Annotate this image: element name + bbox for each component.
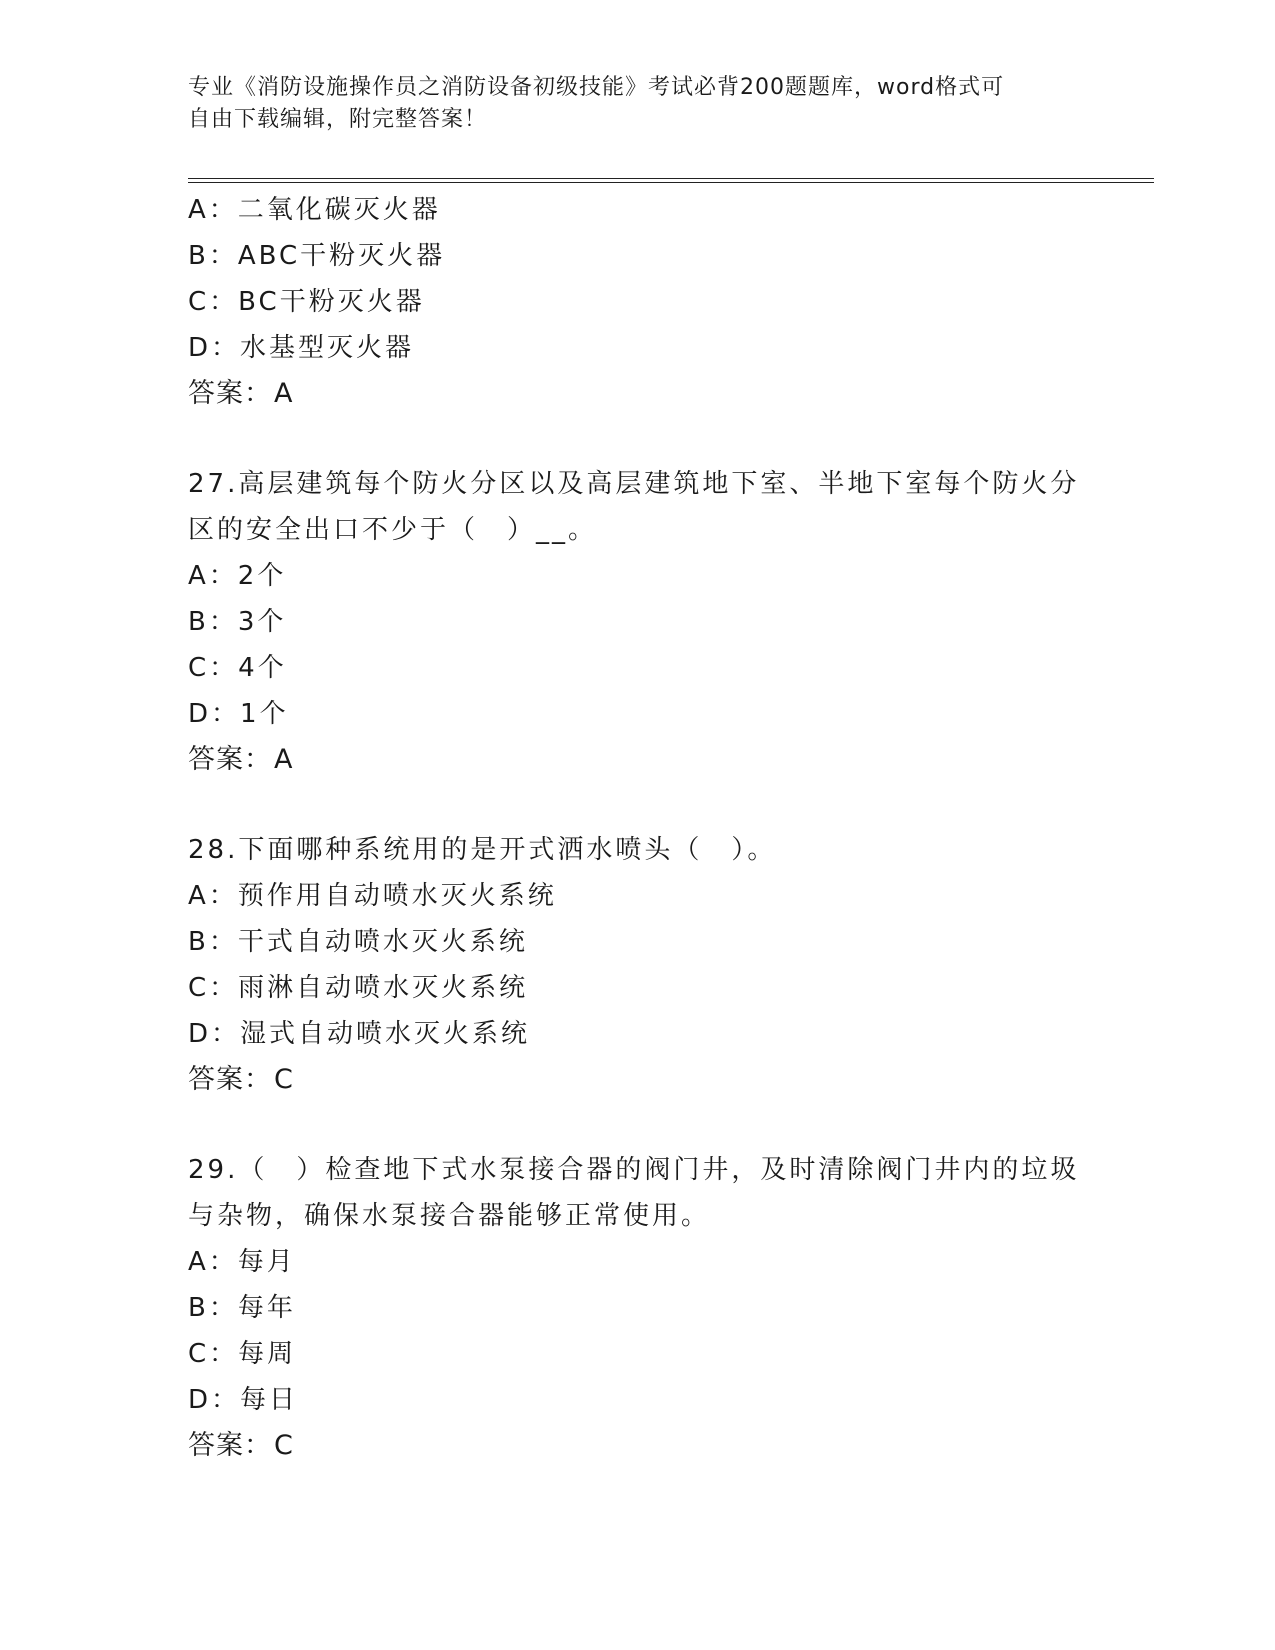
answer-label: 答案：	[188, 744, 272, 775]
option-c: C：4个	[188, 653, 287, 683]
answer-value: A	[274, 744, 294, 775]
question-28	[188, 827, 1088, 1103]
option-b: B：每年	[188, 1293, 296, 1323]
answer-line	[188, 371, 1088, 417]
option-b: B：3个	[188, 607, 287, 637]
answer-line	[188, 737, 1088, 783]
option-c: C：每周	[188, 1339, 297, 1369]
question-27	[188, 461, 1088, 783]
option-a: A：二氧化碳灭火器	[188, 195, 441, 225]
answer-label: 答案：	[188, 1064, 272, 1095]
answer-value: C	[274, 1064, 294, 1095]
option-d: D：湿式自动喷水灭火系统	[188, 1019, 531, 1049]
question-text-line-2: 与杂物，确保水泵接合器能够正常使用。	[188, 1201, 711, 1231]
question-29	[188, 1147, 1088, 1469]
option-b: B：干式自动喷水灭火系统	[188, 927, 528, 957]
question-text-line-1: 27.高层建筑每个防火分区以及高层建筑地下室、半地下室每个防火分	[188, 469, 1080, 499]
answer-value: A	[274, 378, 294, 409]
answer-line	[188, 1057, 1088, 1103]
header-divider-top	[188, 178, 1154, 179]
option-d: D：每日	[188, 1385, 299, 1415]
option-a: A：2个	[188, 561, 287, 591]
header-divider-bottom	[188, 182, 1154, 183]
question-list	[188, 187, 1088, 1469]
option-c: C：雨淋自动喷水灭火系统	[188, 973, 529, 1003]
header-line-1: 专业《消防设施操作员之消防设备初级技能》考试必背200题题库，word格式可	[188, 75, 1005, 100]
header-line-2: 自由下载编辑，附完整答案！	[188, 107, 488, 132]
option-b: B：ABC干粉灭火器	[188, 241, 446, 271]
option-a: A：每月	[188, 1247, 296, 1277]
answer-label: 答案：	[188, 1430, 272, 1461]
question-block-continued	[188, 187, 1088, 417]
option-d: D：1个	[188, 699, 289, 729]
option-a: A：预作用自动喷水灭火系统	[188, 881, 557, 911]
question-text-line-1: 28.下面哪种系统用的是开式洒水喷头（ ）。	[188, 835, 777, 865]
question-text-line-2: 区的安全出口不少于（ ）__。	[188, 515, 598, 545]
answer-value: C	[274, 1430, 294, 1461]
option-d: D：水基型灭火器	[188, 333, 415, 363]
answer-line	[188, 1423, 1088, 1469]
question-text-line-1: 29.（ ）检查地下式水泵接合器的阀门井，及时清除阀门井内的垃圾	[188, 1155, 1080, 1185]
option-c: C：BC干粉灭火器	[188, 287, 425, 317]
document-header	[188, 72, 1088, 136]
answer-label: 答案：	[188, 378, 272, 409]
